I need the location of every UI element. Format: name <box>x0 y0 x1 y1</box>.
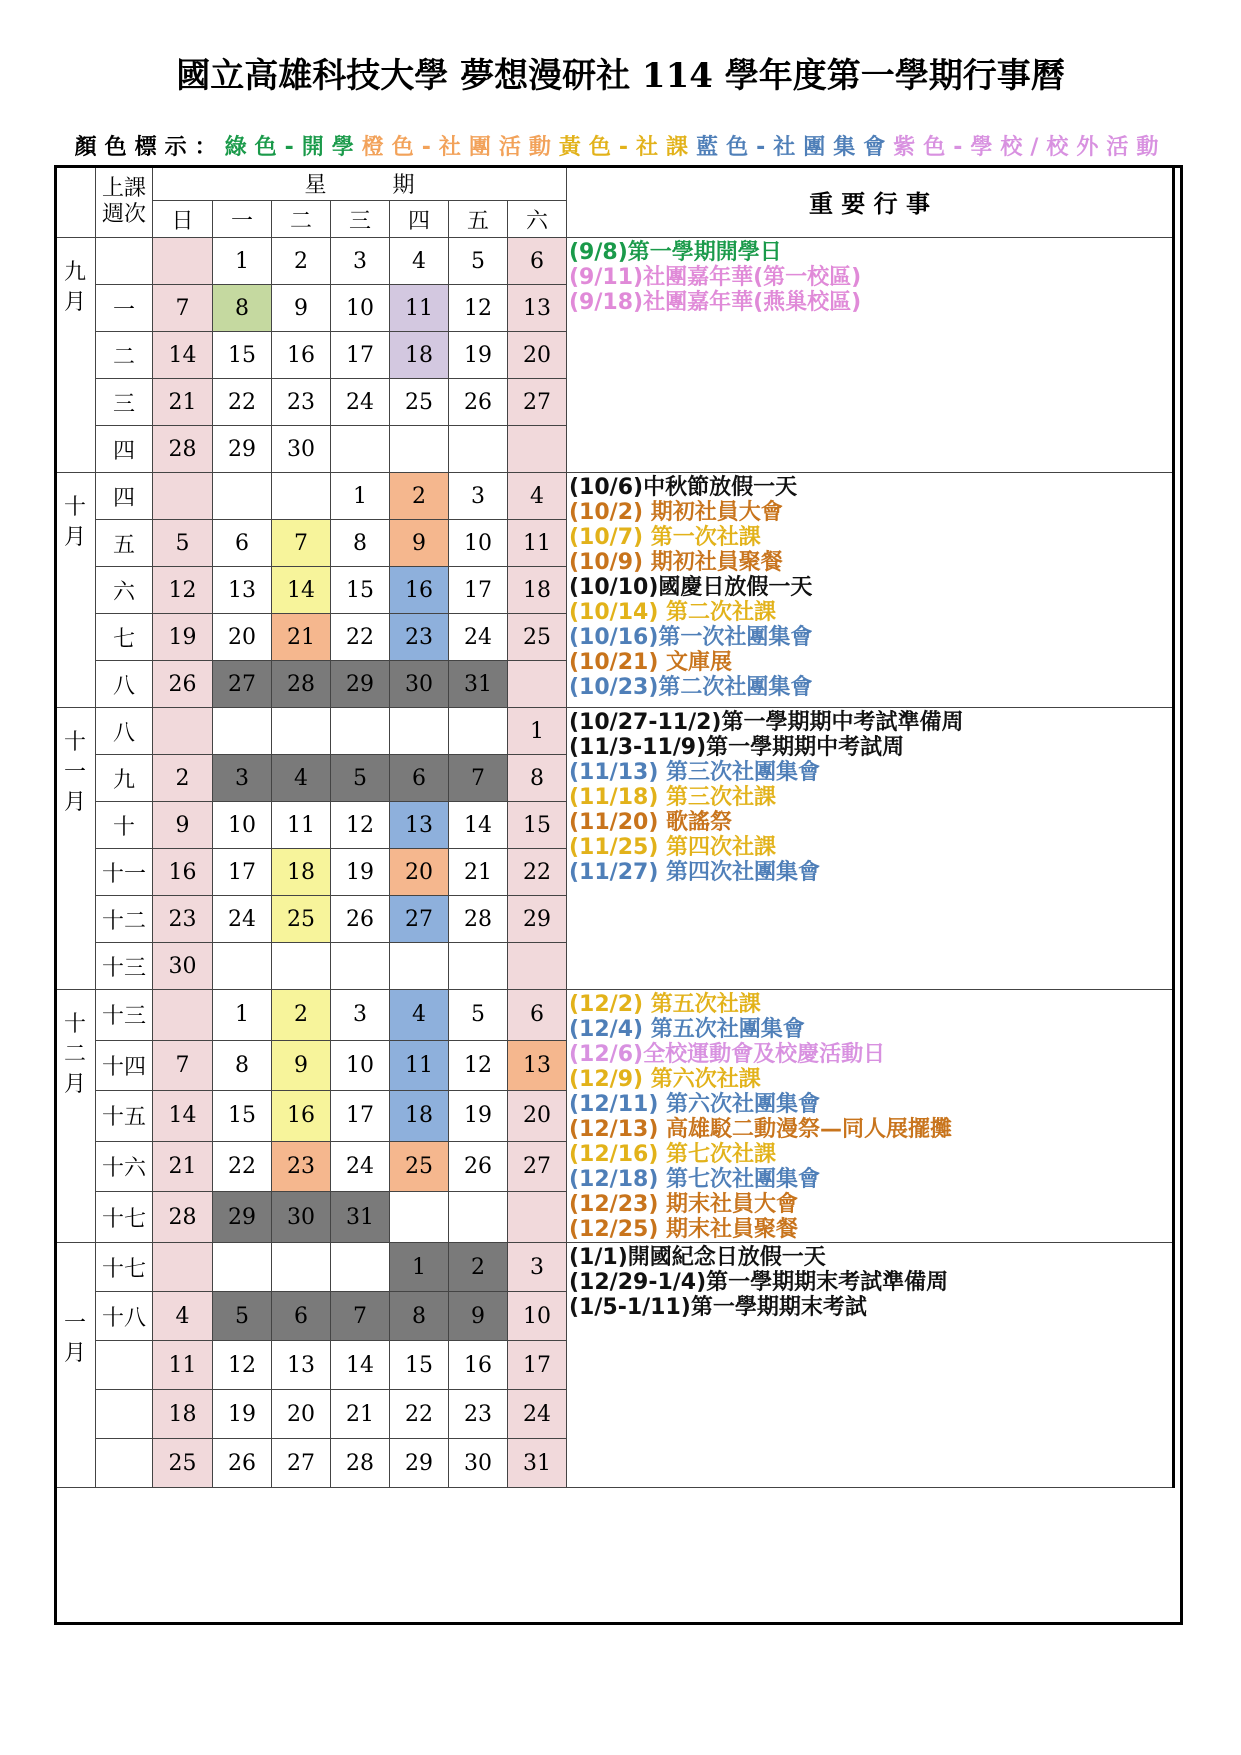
day-cell: 12 <box>449 285 508 332</box>
event-item: (1/1)開國紀念日放假一天 <box>569 1245 826 1270</box>
day-cell: 30 <box>390 661 449 708</box>
day-cell: 21 <box>331 1390 390 1439</box>
day-cell: 11 <box>390 285 449 332</box>
day-cell: 16 <box>153 849 213 896</box>
week-number: 十一 <box>96 849 153 896</box>
day-cell: 18 <box>508 567 567 614</box>
day-cell: 23 <box>449 1390 508 1439</box>
day-cell: 13 <box>213 567 272 614</box>
day-cell: 28 <box>331 1439 390 1488</box>
day-cell: 29 <box>331 661 390 708</box>
day-cell: 4 <box>153 1292 213 1341</box>
day-cell: 16 <box>390 567 449 614</box>
event-item: (12/4) 第五次社團集會 <box>569 1017 805 1042</box>
day-cell: 19 <box>153 614 213 661</box>
event-item: (10/10)國慶日放假一天 <box>569 575 813 600</box>
day-cell: 20 <box>390 849 449 896</box>
week-number: 十三 <box>96 990 153 1041</box>
calendar-frame <box>54 165 1183 1625</box>
day-cell: 23 <box>272 1141 331 1192</box>
day-cell: 18 <box>153 1390 213 1439</box>
header-weekday: 五 <box>449 201 508 238</box>
color-legend <box>0 130 1241 161</box>
event-item: (12/18) 第七次社團集會 <box>569 1167 821 1192</box>
day-cell: 30 <box>272 1192 331 1243</box>
event-item: (12/29-1/4)第一學期期末考試準備周 <box>569 1270 949 1295</box>
event-item: (1/5-1/11)第一學期期末考試 <box>569 1295 867 1320</box>
day-cell: 28 <box>153 426 213 473</box>
event-item: (9/11)社團嘉年華(第一校區) <box>569 265 862 290</box>
week-number: 十六 <box>96 1141 153 1192</box>
header-weekday: 二 <box>272 201 331 238</box>
day-cell: 29 <box>213 426 272 473</box>
event-item: (12/25) 期末社員聚餐 <box>569 1217 799 1242</box>
day-cell: 17 <box>449 567 508 614</box>
day-cell: 11 <box>390 1040 449 1091</box>
event-item: (12/13) 高雄駁二動漫祭—同人展擺攤 <box>569 1117 953 1142</box>
day-cell: 2 <box>390 473 449 520</box>
event-item: (12/16) 第七次社課 <box>569 1142 777 1167</box>
day-cell: 20 <box>213 614 272 661</box>
day-cell: 26 <box>449 1141 508 1192</box>
day-cell: 5 <box>213 1292 272 1341</box>
event-item: (10/9) 期初社員聚餐 <box>569 550 783 575</box>
event-item: (9/8)第一學期開學日 <box>569 240 782 265</box>
week-number: 十七 <box>96 1243 153 1292</box>
event-item: (10/2) 期初社員大會 <box>569 500 783 525</box>
day-cell: 30 <box>153 943 213 990</box>
day-cell: 14 <box>449 802 508 849</box>
day-cell: 8 <box>390 1292 449 1341</box>
day-cell: 4 <box>272 755 331 802</box>
day-cell: 16 <box>272 332 331 379</box>
legend-item-blue: 藍色-社團集會 <box>696 135 894 160</box>
week-number: 十七 <box>96 1192 153 1243</box>
day-cell: 25 <box>390 379 449 426</box>
week-number: 四 <box>96 426 153 473</box>
day-cell: 10 <box>508 1292 567 1341</box>
day-cell: 14 <box>272 567 331 614</box>
day-cell: 26 <box>449 379 508 426</box>
day-cell: 1 <box>213 238 272 285</box>
day-cell: 12 <box>449 1040 508 1091</box>
day-cell: 25 <box>272 896 331 943</box>
day-cell: 12 <box>153 567 213 614</box>
event-item: (11/3-11/9)第一學期期中考試周 <box>569 735 905 760</box>
day-cell: 31 <box>331 1192 390 1243</box>
event-item: (12/6)全校運動會及校慶活動日 <box>569 1042 886 1067</box>
day-cell: 13 <box>508 1040 567 1091</box>
header-weekday: 六 <box>508 201 567 238</box>
legend-item-green: 綠色-開學 <box>224 135 362 160</box>
day-cell: 27 <box>508 379 567 426</box>
day-cell: 3 <box>449 473 508 520</box>
day-cell: 11 <box>153 1341 213 1390</box>
day-cell: 26 <box>331 896 390 943</box>
day-cell: 14 <box>153 332 213 379</box>
week-number: 十八 <box>96 1292 153 1341</box>
day-cell: 24 <box>213 896 272 943</box>
day-cell: 21 <box>153 379 213 426</box>
day-cell: 23 <box>272 379 331 426</box>
day-cell: 4 <box>508 473 567 520</box>
day-cell: 8 <box>213 285 272 332</box>
day-cell: 5 <box>331 755 390 802</box>
event-item: (11/13) 第三次社團集會 <box>569 760 821 785</box>
event-item: (12/23) 期末社員大會 <box>569 1192 799 1217</box>
day-cell: 23 <box>390 614 449 661</box>
day-cell: 19 <box>449 1091 508 1142</box>
day-cell: 8 <box>508 755 567 802</box>
day-cell: 19 <box>449 332 508 379</box>
day-cell: 12 <box>331 802 390 849</box>
day-cell: 13 <box>272 1341 331 1390</box>
day-cell: 22 <box>213 1141 272 1192</box>
week-number: 十五 <box>96 1091 153 1142</box>
day-cell: 9 <box>153 802 213 849</box>
day-cell: 28 <box>272 661 331 708</box>
month-name: 十二月 <box>63 1012 86 1097</box>
event-item: (10/27-11/2)第一學期期中考試準備周 <box>569 710 964 735</box>
day-cell: 26 <box>153 661 213 708</box>
day-cell: 18 <box>390 332 449 379</box>
week-number: 十二 <box>96 896 153 943</box>
title-text: 國立高雄科技大學 夢想漫研社 <box>176 56 642 96</box>
week-number: 八 <box>96 708 153 755</box>
day-cell: 6 <box>213 520 272 567</box>
day-cell: 3 <box>331 238 390 285</box>
day-cell: 19 <box>331 849 390 896</box>
day-cell: 7 <box>153 285 213 332</box>
day-cell: 2 <box>272 990 331 1041</box>
day-cell: 17 <box>331 332 390 379</box>
day-cell: 20 <box>272 1390 331 1439</box>
event-item: (10/16)第一次社團集會 <box>569 625 813 650</box>
day-cell: 22 <box>331 614 390 661</box>
day-cell: 2 <box>153 755 213 802</box>
day-cell: 1 <box>390 1243 449 1292</box>
header-events: 重 要 行 事 <box>567 166 1174 238</box>
day-cell: 3 <box>508 1243 567 1292</box>
day-cell: 24 <box>508 1390 567 1439</box>
day-cell: 3 <box>213 755 272 802</box>
day-cell: 8 <box>213 1040 272 1091</box>
day-cell: 11 <box>272 802 331 849</box>
header-weekday-group: 星 期 <box>153 166 567 201</box>
day-cell: 8 <box>331 520 390 567</box>
day-cell: 26 <box>213 1439 272 1488</box>
day-cell: 18 <box>390 1091 449 1142</box>
day-cell: 6 <box>508 990 567 1041</box>
day-cell: 9 <box>272 1040 331 1091</box>
day-cell: 14 <box>153 1091 213 1142</box>
day-cell: 20 <box>508 1091 567 1142</box>
day-cell: 21 <box>449 849 508 896</box>
day-cell: 10 <box>331 1040 390 1091</box>
day-cell: 17 <box>508 1341 567 1390</box>
title-year: 114 <box>641 56 713 96</box>
event-item: (12/2) 第五次社課 <box>569 992 761 1017</box>
event-item: (10/7) 第一次社課 <box>569 525 761 550</box>
day-cell: 31 <box>449 661 508 708</box>
header-weekday: 一 <box>213 201 272 238</box>
day-cell: 23 <box>153 896 213 943</box>
header-weekday: 三 <box>331 201 390 238</box>
day-cell: 13 <box>390 802 449 849</box>
event-item: (10/23)第二次社團集會 <box>569 675 813 700</box>
day-cell: 15 <box>213 1091 272 1142</box>
month-name: 一月 <box>63 1311 86 1366</box>
day-cell: 15 <box>508 802 567 849</box>
day-cell: 11 <box>508 520 567 567</box>
page-title <box>0 48 1241 97</box>
week-number: 三 <box>96 379 153 426</box>
day-cell: 10 <box>213 802 272 849</box>
day-cell: 31 <box>508 1439 567 1488</box>
event-item: (11/25) 第四次社課 <box>569 835 777 860</box>
week-number: 五 <box>96 520 153 567</box>
legend-item-yellow: 黃色-社課 <box>558 135 697 160</box>
event-item: (11/18) 第三次社課 <box>569 785 777 810</box>
day-cell: 24 <box>331 1141 390 1192</box>
week-number: 十 <box>96 802 153 849</box>
header-weekday: 日 <box>153 201 213 238</box>
day-cell: 7 <box>272 520 331 567</box>
day-cell: 10 <box>331 285 390 332</box>
day-cell: 17 <box>331 1091 390 1142</box>
legend-label: 顏色標示： <box>74 135 225 160</box>
week-number: 一 <box>96 285 153 332</box>
day-cell: 29 <box>508 896 567 943</box>
month-name: 十月 <box>63 495 86 550</box>
day-cell: 7 <box>153 1040 213 1091</box>
event-item: (11/27) 第四次社團集會 <box>569 860 821 885</box>
day-cell: 14 <box>331 1341 390 1390</box>
day-cell: 9 <box>390 520 449 567</box>
week-number: 九 <box>96 755 153 802</box>
day-cell: 24 <box>331 379 390 426</box>
day-cell: 15 <box>390 1341 449 1390</box>
day-cell: 6 <box>508 238 567 285</box>
day-cell: 9 <box>272 285 331 332</box>
day-cell: 3 <box>331 990 390 1041</box>
legend-item-purple: 紫色-學校/校外活動 <box>893 135 1167 160</box>
day-cell: 28 <box>153 1192 213 1243</box>
day-cell: 19 <box>213 1390 272 1439</box>
day-cell: 15 <box>213 332 272 379</box>
day-cell: 25 <box>508 614 567 661</box>
day-cell: 12 <box>213 1341 272 1390</box>
day-cell: 27 <box>508 1141 567 1192</box>
day-cell: 1 <box>331 473 390 520</box>
day-cell: 22 <box>390 1390 449 1439</box>
day-cell: 6 <box>390 755 449 802</box>
day-cell: 5 <box>449 238 508 285</box>
day-cell: 10 <box>449 520 508 567</box>
week-number: 十四 <box>96 1040 153 1091</box>
day-cell: 27 <box>272 1439 331 1488</box>
day-cell: 22 <box>508 849 567 896</box>
day-cell: 16 <box>449 1341 508 1390</box>
day-cell: 18 <box>272 849 331 896</box>
day-cell: 5 <box>449 990 508 1041</box>
day-cell: 2 <box>449 1243 508 1292</box>
day-cell: 29 <box>390 1439 449 1488</box>
day-cell: 5 <box>153 520 213 567</box>
week-number: 六 <box>96 567 153 614</box>
day-cell: 15 <box>331 567 390 614</box>
week-number: 八 <box>96 661 153 708</box>
day-cell: 9 <box>449 1292 508 1341</box>
header-weekday: 四 <box>390 201 449 238</box>
month-name: 九月 <box>63 260 86 315</box>
day-cell: 27 <box>390 896 449 943</box>
week-number: 四 <box>96 473 153 520</box>
title-text-end: 學年度第一學期行事曆 <box>712 56 1065 96</box>
day-cell: 4 <box>390 238 449 285</box>
day-cell: 6 <box>272 1292 331 1341</box>
header-week-col: 上課週次 <box>96 166 153 238</box>
day-cell: 4 <box>390 990 449 1041</box>
month-name: 十一月 <box>63 730 86 815</box>
day-cell: 27 <box>213 661 272 708</box>
event-item: (12/9) 第六次社課 <box>569 1067 761 1092</box>
day-cell: 25 <box>153 1439 213 1488</box>
day-cell: 28 <box>449 896 508 943</box>
event-item: (10/6)中秋節放假一天 <box>569 475 798 500</box>
day-cell: 22 <box>213 379 272 426</box>
day-cell: 20 <box>508 332 567 379</box>
day-cell: 30 <box>272 426 331 473</box>
day-cell: 7 <box>449 755 508 802</box>
week-number: 十三 <box>96 943 153 990</box>
legend-item-orange: 橙色-社團活動 <box>361 135 559 160</box>
event-item: (9/18)社團嘉年華(燕巢校區) <box>569 290 862 315</box>
day-cell: 17 <box>213 849 272 896</box>
day-cell: 24 <box>449 614 508 661</box>
day-cell: 29 <box>213 1192 272 1243</box>
day-cell: 16 <box>272 1091 331 1142</box>
day-cell: 21 <box>272 614 331 661</box>
day-cell: 25 <box>390 1141 449 1192</box>
day-cell: 30 <box>449 1439 508 1488</box>
event-item: (10/14) 第二次社課 <box>569 600 777 625</box>
day-cell: 13 <box>508 285 567 332</box>
event-item: (10/21) 文庫展 <box>569 650 733 675</box>
week-number: 二 <box>96 332 153 379</box>
day-cell: 2 <box>272 238 331 285</box>
day-cell: 1 <box>508 708 567 755</box>
day-cell: 7 <box>331 1292 390 1341</box>
week-number: 七 <box>96 614 153 661</box>
day-cell: 1 <box>213 990 272 1041</box>
event-item: (11/20) 歌謠祭 <box>569 810 733 835</box>
day-cell: 21 <box>153 1141 213 1192</box>
event-item: (12/11) 第六次社團集會 <box>569 1092 821 1117</box>
